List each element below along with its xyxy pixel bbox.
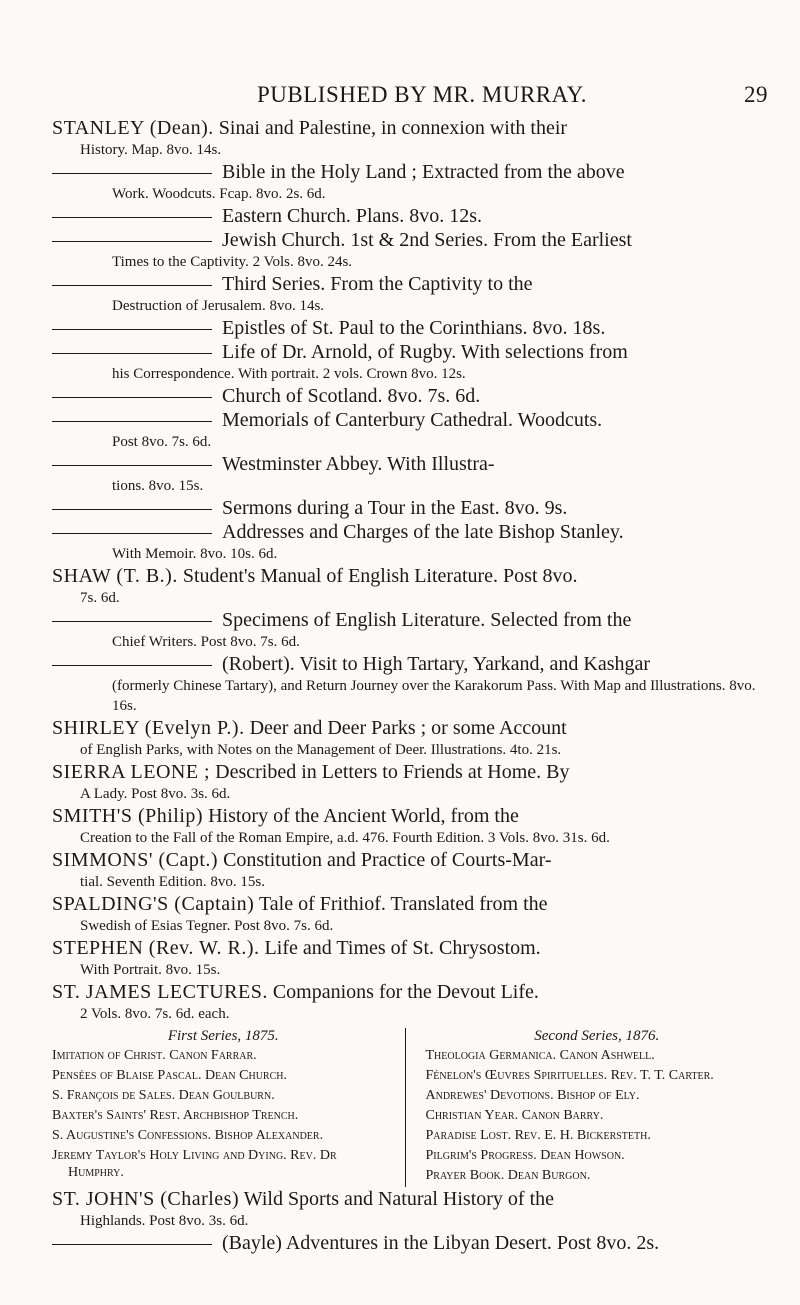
entry-details: tial. Seventh Edition. 8vo. 15s. — [80, 874, 265, 890]
lecture-item: S. Augustine's Confessions. Bishop Alexander. — [52, 1128, 324, 1143]
entry-title: Addresses and Charges of the late Bishop Stanley. — [222, 521, 624, 543]
ditto-rule — [52, 329, 212, 330]
entry-details: Destruction of Jerusalem. 8vo. 14s. — [112, 298, 325, 314]
ditto-rule — [52, 621, 212, 622]
catalogue-page — [52, 24, 768, 1254]
series-heading: First Series, 1875. — [167, 1028, 279, 1044]
entry-title: Tale of Frithiof. Translated from the — [254, 893, 548, 915]
ditto-rule — [52, 509, 212, 510]
catalogue-entry — [52, 980, 768, 1024]
entry-line — [52, 564, 768, 588]
entry-line — [52, 116, 768, 140]
catalogue-entry — [52, 760, 768, 804]
entry-title: Companions for the Devout Life. — [267, 981, 539, 1003]
ditto-rule — [52, 285, 212, 286]
entry-details: Highlands. Post 8vo. 3s. 6d. — [80, 1213, 249, 1229]
lectures-columns — [52, 1028, 768, 1187]
entry-details: tions. 8vo. 15s. — [112, 478, 204, 494]
catalogue-entry — [52, 408, 768, 452]
ditto-rule — [52, 465, 212, 466]
catalogue-entry — [52, 204, 768, 228]
entry-author: ST. JAMES LECTURES. — [52, 981, 268, 1003]
ditto-rule — [52, 1244, 212, 1245]
entry-details: Creation to the Fall of the Roman Empire, a.d. 476. Fourth Edition. 3 Vols. 8vo. 31s. 6d. — [80, 830, 610, 846]
catalogue-entry — [52, 936, 768, 980]
entry-line — [52, 980, 768, 1004]
entry-title: Sinai and Palestine, in connexion with their — [213, 117, 568, 139]
catalogue-entry — [52, 160, 768, 204]
entry-details: History. Map. 8vo. 14s. — [80, 142, 222, 158]
lecture-item: Jeremy Taylor's Holy Living and Dying. Rev. Dr Humphry. — [52, 1148, 337, 1180]
entry-author: SIMMONS' (Capt.) — [52, 849, 219, 871]
catalogue-entry — [52, 272, 768, 316]
lecture-item: Prayer Book. Dean Burgon. — [425, 1168, 591, 1183]
entry-title: Jewish Church. 1st & 2nd Series. From the Earliest — [222, 229, 632, 251]
entry-line — [112, 272, 768, 296]
entry-author: SIERRA LEONE ; — [52, 761, 211, 783]
page-number: 29 — [744, 82, 768, 107]
entry-line — [112, 1231, 768, 1255]
series-heading: Second Series, 1876. — [534, 1028, 660, 1044]
entry-line — [52, 848, 768, 872]
catalogue-entry — [52, 892, 768, 936]
catalogue-entries — [52, 116, 768, 1255]
entry-details: 7s. 6d. — [80, 590, 120, 606]
entry-title: Deer and Deer Parks ; or some Account — [244, 717, 567, 739]
lecture-item: Imitation of Christ. Canon Farrar. — [52, 1048, 257, 1063]
entry-author: SMITH'S (Philip) — [52, 805, 204, 827]
entry-line — [112, 316, 768, 340]
ditto-rule — [52, 353, 212, 354]
entry-author: STEPHEN (Rev. W. R.). — [52, 937, 260, 959]
entry-title: Memorials of Canterbury Cathedral. Woodcuts. — [222, 409, 603, 431]
catalogue-entry — [52, 804, 768, 848]
lectures-column-right — [426, 1028, 769, 1187]
entry-title: Described in Letters to Friends at Home. By — [210, 761, 570, 783]
entry-title: Life of Dr. Arnold, of Rugby. With selections from — [222, 341, 628, 363]
entry-line — [112, 340, 768, 364]
entry-line — [112, 608, 768, 632]
entry-title: Sermons during a Tour in the East. 8vo. 9s. — [222, 497, 568, 519]
entry-line — [52, 804, 768, 828]
entry-details: (formerly Chinese Tartary), and Return Journey over the Karakorum Pass. With Map and Illustrations. 8vo. 16s. — [112, 678, 756, 714]
catalogue-entry — [52, 1187, 768, 1231]
entry-line — [112, 520, 768, 544]
ditto-rule — [52, 397, 212, 398]
ditto-rule — [52, 173, 212, 174]
catalogue-entry — [52, 520, 768, 564]
lecture-item: Andrewes' Devotions. Bishop of Ely. — [425, 1088, 640, 1103]
entry-author: STANLEY (Dean). — [52, 117, 214, 139]
catalogue-entry — [52, 116, 768, 160]
entry-title: Specimens of English Literature. Selected from the — [222, 609, 632, 631]
lecture-item: Baxter's Saints' Rest. Archbishop Trench. — [52, 1108, 299, 1123]
entry-details: Post 8vo. 7s. 6d. — [112, 434, 212, 450]
entry-author: SPALDING'S (Captain) — [52, 893, 255, 915]
entry-title: Constitution and Practice of Courts-Mar- — [218, 849, 552, 871]
entry-line — [112, 384, 768, 408]
lecture-item: Pensées of Blaise Pascal. Dean Church. — [52, 1068, 287, 1083]
entry-title: Wild Sports and Natural History of the — [239, 1188, 555, 1210]
catalogue-entry — [52, 496, 768, 520]
entry-details: his Correspondence. With portrait. 2 vols. Crown 8vo. 12s. — [112, 366, 466, 382]
entry-line — [52, 1187, 768, 1211]
entry-line — [112, 204, 768, 228]
ditto-rule — [52, 421, 212, 422]
entry-title: Church of Scotland. 8vo. 7s. 6d. — [222, 385, 481, 407]
entry-author: SHAW (T. B.). — [52, 565, 178, 587]
lecture-item: Pilgrim's Progress. Dean Howson. — [425, 1148, 625, 1163]
catalogue-entry — [52, 228, 768, 272]
entry-title: Bible in the Holy Land ; Extracted from the above — [222, 161, 625, 183]
entry-line — [112, 652, 768, 676]
entry-author: SHIRLEY (Evelyn P.). — [52, 717, 245, 739]
catalogue-entry — [52, 608, 768, 652]
entry-title: Life and Times of St. Chrysostom. — [259, 937, 541, 959]
catalogue-entry — [52, 316, 768, 340]
entry-line — [112, 496, 768, 520]
catalogue-entry — [52, 340, 768, 384]
entry-line — [112, 228, 768, 252]
entry-title: History of the Ancient World, from the — [203, 805, 519, 827]
catalogue-entry — [52, 564, 768, 608]
ditto-rule — [52, 241, 212, 242]
entry-title: Student's Manual of English Literature. Post 8vo. — [177, 565, 578, 587]
running-head-title: PUBLISHED BY MR. MURRAY. — [257, 82, 588, 107]
entry-title: Eastern Church. Plans. 8vo. 12s. — [222, 205, 482, 227]
running-head — [52, 24, 768, 107]
catalogue-entry — [52, 384, 768, 408]
entry-line — [52, 716, 768, 740]
entry-details: 2 Vols. 8vo. 7s. 6d. each. — [80, 1006, 230, 1022]
ditto-rule — [52, 665, 212, 666]
entry-line — [112, 452, 768, 476]
ditto-rule — [52, 533, 212, 534]
entry-title: (Bayle) Adventures in the Libyan Desert. Post 8vo. 2s. — [222, 1232, 660, 1254]
lecture-item: Theologia Germanica. Canon Ashwell. — [425, 1048, 655, 1063]
catalogue-entry — [52, 1231, 768, 1255]
catalogue-entry — [52, 452, 768, 496]
catalogue-entry — [52, 652, 768, 716]
entry-details: Chief Writers. Post 8vo. 7s. 6d. — [112, 634, 300, 650]
entry-details: A Lady. Post 8vo. 3s. 6d. — [80, 786, 231, 802]
entry-title: (Robert). Visit to High Tartary, Yarkand, and Kashgar — [222, 653, 651, 675]
entry-line — [112, 160, 768, 184]
lecture-item: Paradise Lost. Rev. E. H. Bickersteth. — [425, 1128, 651, 1143]
entry-details: With Memoir. 8vo. 10s. 6d. — [112, 546, 278, 562]
entry-details: With Portrait. 8vo. 15s. — [80, 962, 221, 978]
entry-line — [52, 892, 768, 916]
entry-author: ST. JOHN'S (Charles) — [52, 1188, 240, 1210]
entry-details: Swedish of Esias Tegner. Post 8vo. 7s. 6d. — [80, 918, 334, 934]
catalogue-entry — [52, 848, 768, 892]
lecture-item: Fénelon's Œuvres Spirituelles. Rev. T. T. Carter. — [425, 1068, 714, 1083]
ditto-rule — [52, 217, 212, 218]
lecture-item: S. François de Sales. Dean Goulburn. — [52, 1088, 275, 1103]
lecture-item: Christian Year. Canon Barry. — [425, 1108, 604, 1123]
lectures-column-left — [52, 1028, 406, 1187]
entry-line — [52, 936, 768, 960]
entry-details: Work. Woodcuts. Fcap. 8vo. 2s. 6d. — [112, 186, 326, 202]
entry-details: of English Parks, with Notes on the Management of Deer. Illustrations. 4to. 21s. — [80, 742, 562, 758]
entry-details: Times to the Captivity. 2 Vols. 8vo. 24s. — [112, 254, 353, 270]
entry-title: Third Series. From the Captivity to the — [222, 273, 533, 295]
catalogue-entry — [52, 716, 768, 760]
entry-title: Westminster Abbey. With Illustra- — [222, 453, 495, 475]
entry-line — [52, 760, 768, 784]
entry-title: Epistles of St. Paul to the Corinthians. 8vo. 18s. — [222, 317, 606, 339]
entry-line — [112, 408, 768, 432]
